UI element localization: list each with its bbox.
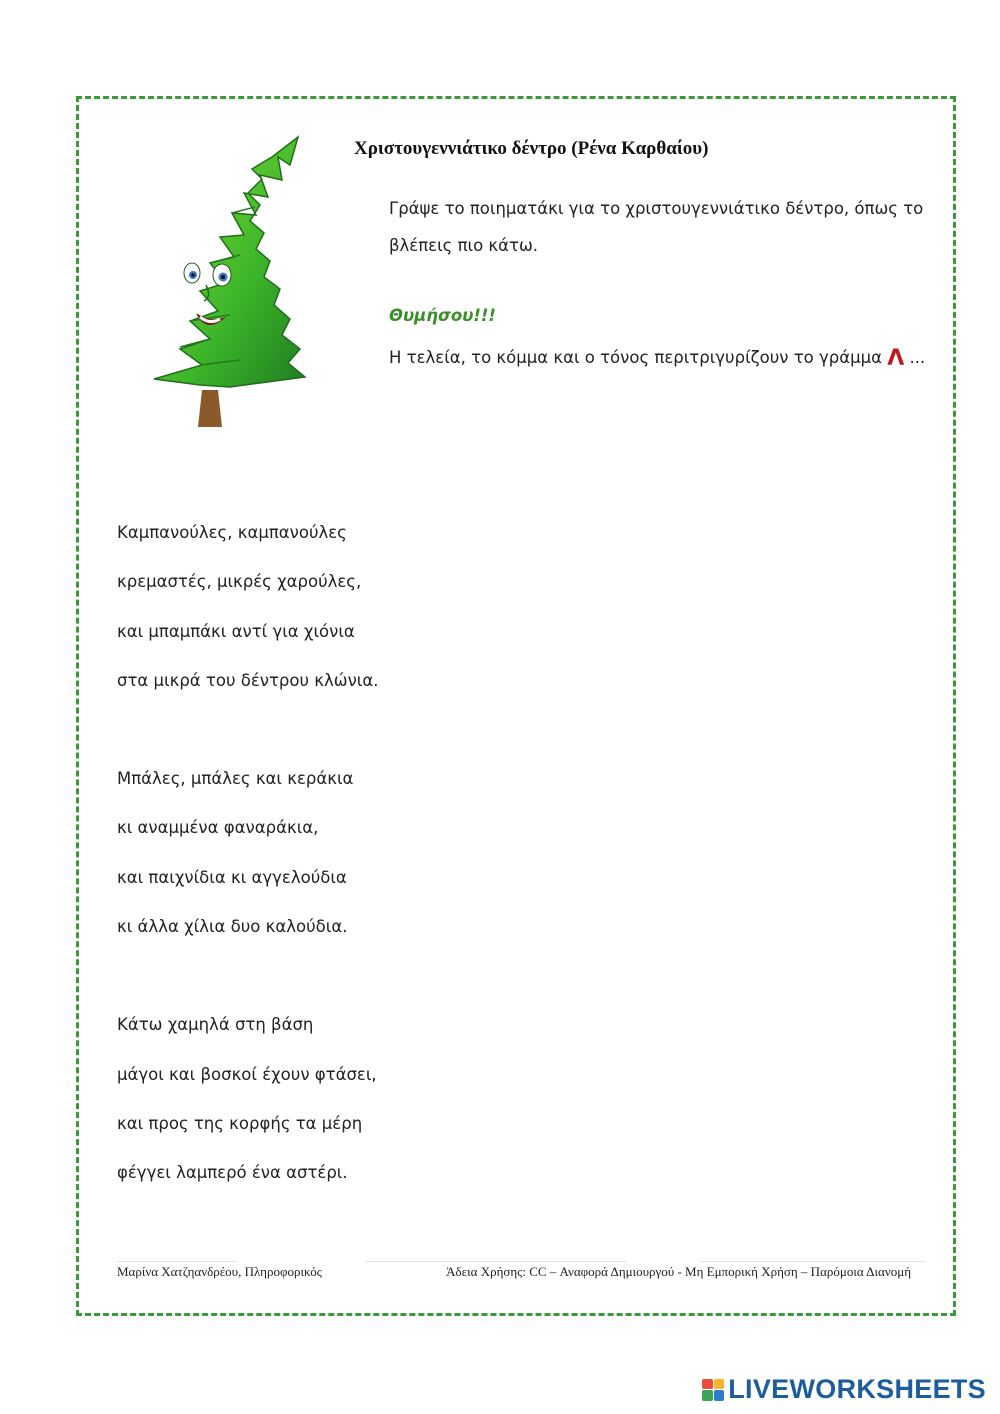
- poem-line: Κάτω χαμηλά στη βάση: [117, 1015, 314, 1035]
- worksheet-title: Χριστουγεννιάτικο δέντρο (Ρένα Καρθαίου): [354, 138, 709, 159]
- poem-line: κι αναμμένα φαναράκια,: [117, 818, 319, 838]
- poem-line: Μπάλες, μπάλες και κεράκια: [117, 769, 354, 789]
- poem-line: κι άλλα χίλια δυο καλούδια.: [117, 917, 348, 937]
- liveworksheets-wordmark: LIVEWORKSHEETS: [728, 1374, 986, 1404]
- liveworksheets-logo[interactable]: [702, 1374, 986, 1405]
- poem-line: κρεμαστές, μικρές χαρούλες,: [117, 572, 362, 592]
- poem-line: και μπαμπάκι αντί για χιόνια: [117, 621, 355, 641]
- lambda-letter: Λ: [887, 346, 905, 371]
- poem-line: και παιχνίδια κι αγγελούδια: [117, 867, 347, 887]
- footer-divider: [700, 1261, 926, 1262]
- christmas-tree-icon: [140, 135, 315, 435]
- footer-divider: [117, 1261, 237, 1262]
- poem-line: μάγοι και βοσκοί έχουν φτάσει,: [117, 1064, 377, 1084]
- rule-suffix: ...: [904, 348, 926, 367]
- poem-line: στα μικρά του δέντρου κλώνια.: [117, 670, 379, 690]
- stanza: [117, 518, 379, 715]
- liveworksheets-icon: [702, 1379, 724, 1401]
- poem-line: και προς της κορφής τα μέρη: [117, 1113, 363, 1133]
- footer-divider: [366, 1261, 626, 1262]
- stanza: [117, 1010, 379, 1207]
- footer-license: Άδεια Χρήσης: CC – Αναφορά Δημιουργού - Μη Εμπορική Χρήση – Παρόμοια Διανομή: [446, 1264, 911, 1279]
- stanza: [117, 764, 379, 961]
- poem: [117, 518, 379, 1257]
- poem-line: φέγγει λαμπερό ένα αστέρι.: [117, 1163, 348, 1183]
- rule-text: [389, 346, 925, 371]
- remember-heading: Θυμήσου!!!: [389, 306, 496, 325]
- instruction-text: Γράψε το ποιηματάκι για το χριστουγεννιάτικο δέντρο, όπως το βλέπεις πιο κάτω.: [389, 199, 924, 255]
- footer-author: Μαρίνα Χατζηανδρέου, Πληροφορικός: [117, 1264, 322, 1279]
- poem-line: Καμπανούλες, καμπανούλες: [117, 523, 347, 542]
- rule-sentence: Η τελεία, το κόμμα και ο τόνος περιτριγυρίζουν το γράμμα: [389, 348, 882, 367]
